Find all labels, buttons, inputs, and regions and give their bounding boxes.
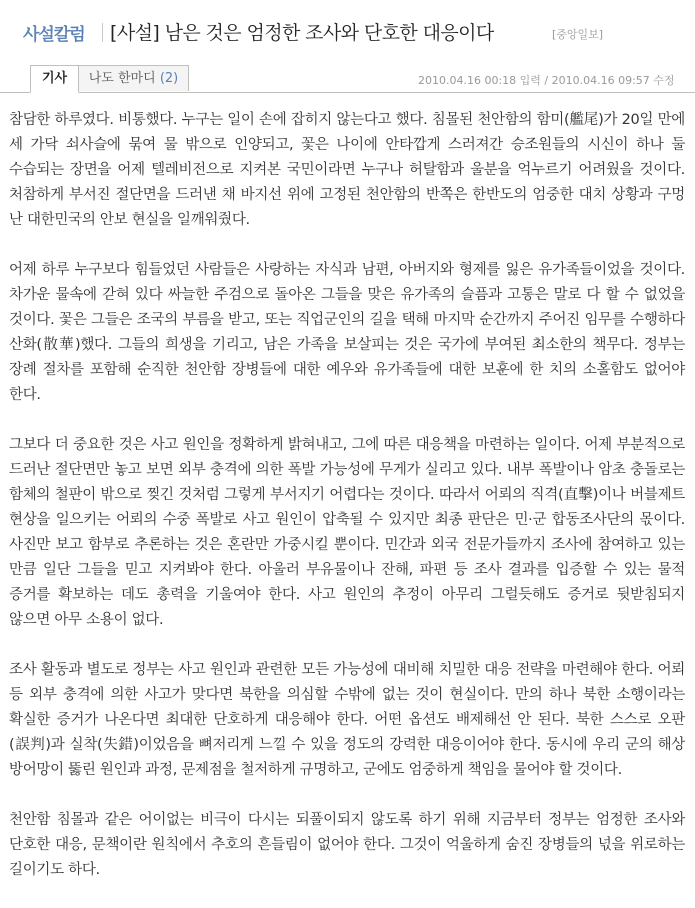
article-header [20, 18, 680, 58]
comment-count: (2) [159, 71, 179, 86]
tab-article[interactable] [30, 65, 79, 93]
tab-comments[interactable] [79, 65, 189, 91]
tab-underline [0, 92, 695, 93]
header-divider [102, 23, 103, 42]
source-label: [중앙일보] [552, 28, 604, 41]
paragraph-2: 어제 하루 누구보다 힘들었던 사람들은 사랑하는 자식과 남편, 아버지와 형제를 잃은 유가족들이었을 것이다. 차가운 물속에 갇혀 있다 싸늘한 주검으로 돌아온 그들을 맞은 유가족의 슬픔과 고통은 말로 다 할 수 없었을 것이다. 꽃은 그들은 조국의 부름을 받고, 또는 직업군인의 길을 택해 마지막 순간까지 주어진 임무를 수행하다 산화(散華)했다. 그들의 희생을 기리고, 남은 가족을 보살피는 것은 국가에 부여된 최소한의 책무다. 정부는 장례 절차를 포함해 순직한 천안함 장병들에 대한 예우와 유가족들에 대한 보훈에 한 치의 소홀함도 없어야 한다. [9, 262, 685, 403]
article-timestamps: 2010.04.16 00:18 입력 / 2010.04.16 09:57 수정 [418, 74, 675, 87]
tab-comments-label: 나도 한마디 [88, 71, 156, 86]
tab-article-label: 기사 [41, 71, 68, 86]
article-title: [사설] 남은 것은 엄정한 조사와 단호한 대응이다 [110, 22, 494, 44]
paragraph-5: 천안함 침몰과 같은 어이없는 비극이 다시는 되풀이되지 않도록 하기 위해 지금부터 정부는 엄정한 조사와 단호한 대응, 문책이란 원칙에서 추호의 흔들림이 없어야 한다. 그것이 억울하게 숨진 장병들의 넋을 위로하는 길이기도 하다. [9, 812, 685, 878]
paragraph-4: 조사 활동과 별도로 정부는 사고 원인과 관련한 모든 가능성에 대비해 치밀한 대응 전략을 마련해야 한다. 어뢰 등 외부 충격에 의한 사고가 맞다면 북한을 의심할 수밖에 없는 것이 현실이다. 만의 하나 북한 소행이라는 확실한 증거가 나온다면 최대한 단호하게 대응해야 한다. 어떤 옵션도 배제해선 안 된다. 북한 스스로 오판(誤判)과 실착(失錯)이었음을 뼈저리게 느낄 수 있을 정도의 강력한 대응이어야 한다. 동시에 우리 군의 해상 방어망이 뚫린 원인과 과정, 문제점을 철저하게 규명하고, 군에도 엄중하게 책임을 물어야 할 것이다. [9, 662, 685, 778]
category-label[interactable]: 사설칼럼 [23, 25, 85, 45]
paragraph-1: 참담한 하루였다. 비통했다. 누구는 일이 손에 잡히지 않는다고 했다. 침몰된 천안함의 함미(艦尾)가 20일 만에 세 가닥 쇠사슬에 묶여 물 밖으로 인양되고, 꽃은 나이에 안타깝게 스러져간 승조원들의 시신이 하나 둘 수습되는 장면을 어제 텔레비전으로 지켜본 국민이라면 누구나 허탈함과 울분을 억누르기 어려웠을 것이다. 처참하게 부서진 절단면을 드러낸 채 바지선 위에 고정된 천안함의 반쪽은 한반도의 엄중한 대치 상황과 구멍 난 대한민국의 안보 현실을 일깨워줬다. [9, 112, 685, 228]
article-body [9, 108, 685, 908]
paragraph-3: 그보다 더 중요한 것은 사고 원인을 정확하게 밝혀내고, 그에 따른 대응책을 마련하는 일이다. 어제 부분적으로 드러난 절단면만 놓고 보면 외부 충격에 의한 폭발 가능성에 무게가 실리고 있다. 내부 폭발이나 암초 충돌로는 함체의 철판이 밖으로 찢긴 것처럼 그렇게 부서지기 어렵다는 것이다. 따라서 어뢰의 직격(直擊)이나 버블제트 현상을 일으키는 어뢰의 수중 폭발로 사고 원인이 압축될 수 있지만 최종 판단은 민·군 합동조사단의 몫이다. 사진만 보고 함부로 추론하는 것은 혼란만 가중시킬 뿐이다. 민간과 외국 전문가들까지 조사에 참여하고 있는 만큼 일단 그들을 믿고 지켜봐야 한다. 아울러 부유물이나 잔해, 파편 등 조사 결과를 입증할 수 있는 물적 증거를 확보하는 데도 총력을 기울여야 한다. 사고 원인의 추정이 아무리 그럴듯해도 증거로 뒷받침되지 않으면 아무 소용이 없다. [9, 437, 685, 628]
